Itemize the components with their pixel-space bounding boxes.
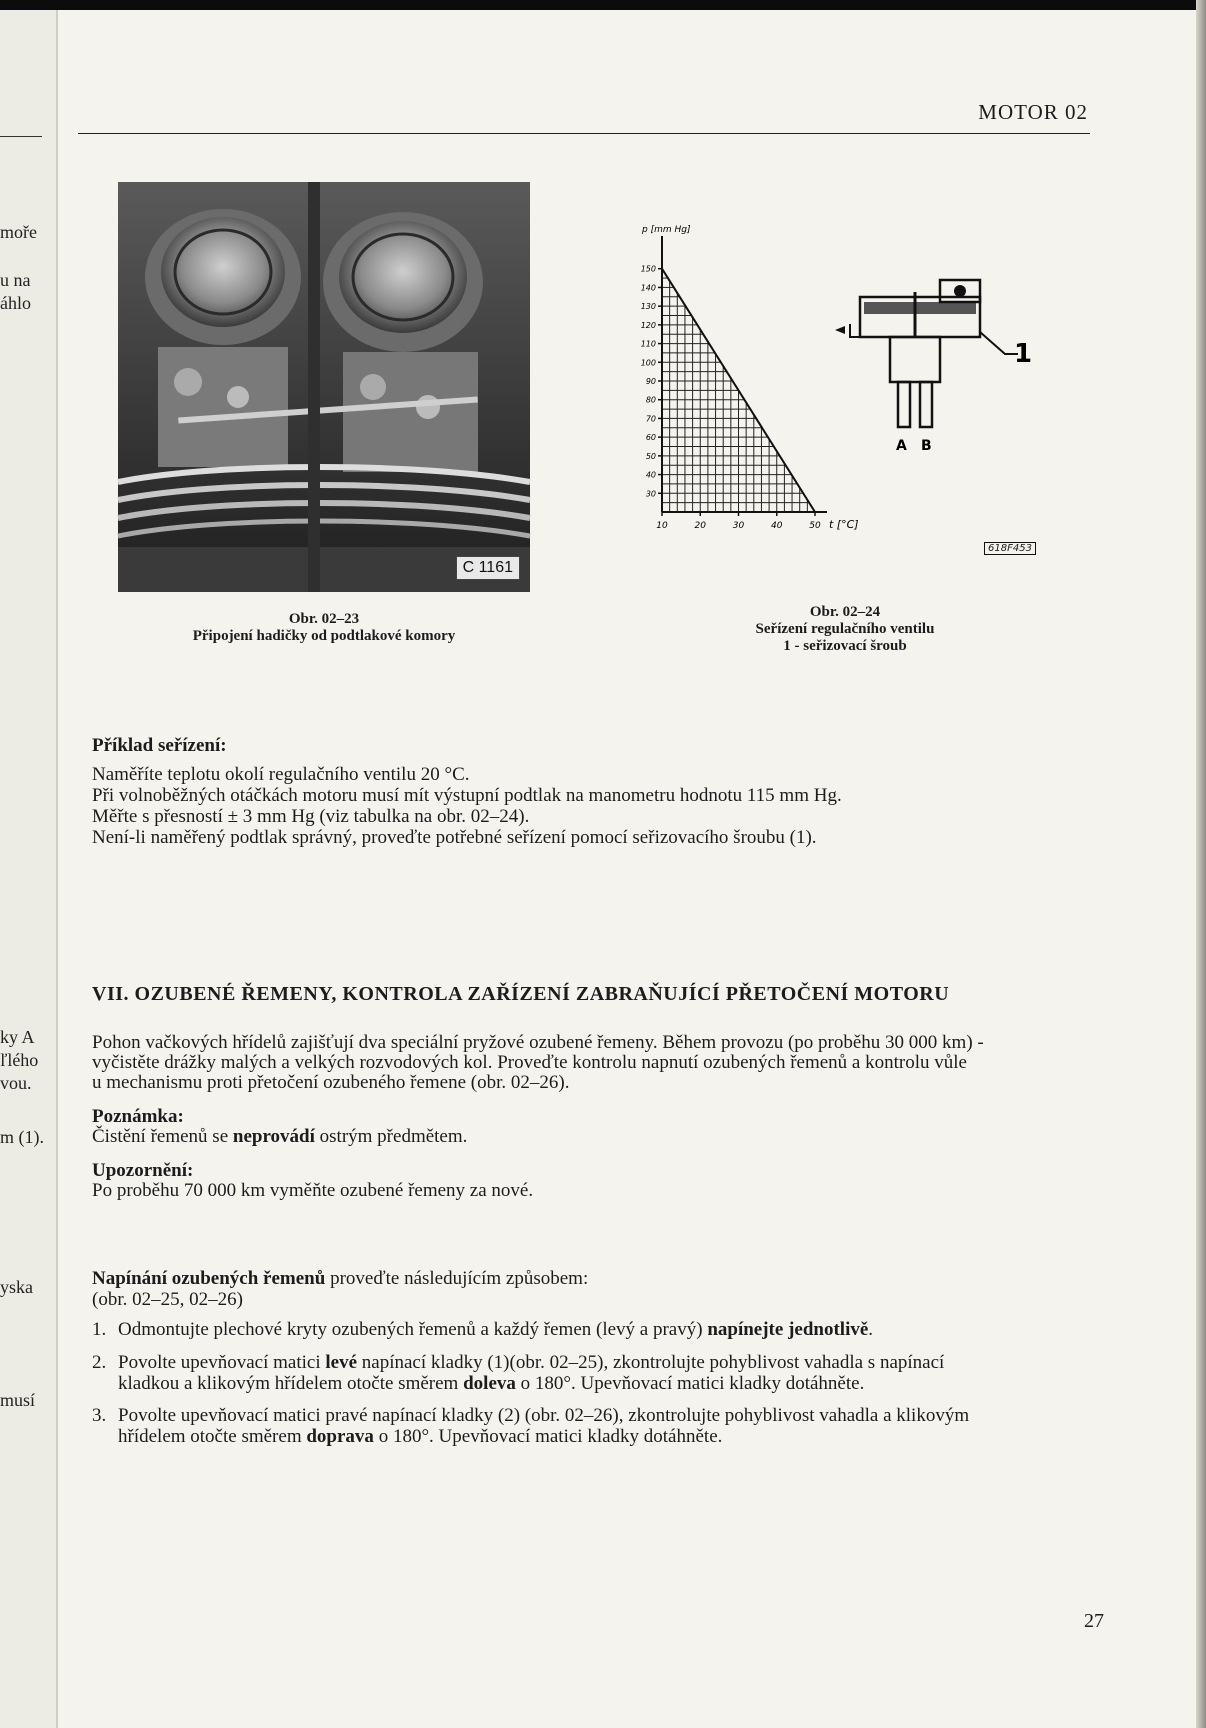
y-axis-ticks: [641, 265, 662, 499]
step-line: hřídelem otočte směrem doprava o 180°. Upevňovací matici kladky dotáhněte.: [118, 1426, 723, 1447]
y-tick-label: 30: [645, 489, 656, 499]
valve-cross-section-drawing: [830, 262, 1033, 462]
warning-heading: Upozornění:: [92, 1160, 194, 1181]
callout-1: 1: [1014, 339, 1033, 369]
facing-page-fragment: m (1).: [0, 1127, 44, 1147]
facing-page-fragment: áhlo: [0, 293, 31, 313]
caption-number: Obr. 02–23: [288, 611, 360, 627]
y-tick-label: 50: [645, 451, 656, 461]
warning-text: Po proběhu 70 000 km vyměňte ozubené řemeny za nové.: [92, 1180, 534, 1201]
step-line: Povolte upevňovací matici levé napínací kladky (1)(obr. 02–25), zkontrolujte pohyblivost vahadla s napínací: [118, 1352, 945, 1373]
y-tick-label: 140: [640, 283, 656, 293]
caption-text: Připojení hadičky od podtlakové komory: [192, 628, 456, 644]
step-number: 2.: [92, 1352, 107, 1373]
step-line: kladkou a klikovým hřídelem otočte směrem doleva o 180°. Upevňovací matici kladky dotáhněte.: [118, 1373, 865, 1394]
y-tick-label: 130: [640, 302, 656, 312]
facing-page-fragment: yska: [0, 1277, 33, 1297]
facing-page-fragment: ľlého: [0, 1050, 39, 1070]
list-item-step-1: [92, 1319, 1102, 1340]
section-paragraph-line: u mechanismu proti přetočení ozubeného řemene (obr. 02–26).: [92, 1072, 570, 1093]
example-line: Není-li naměřený podtlak správný, proveďte potřebné seřízení pomocí seřizovacího šroubu (1).: [92, 827, 817, 848]
step-line: Povolte upevňovací matici pravé napínací kladky (2) (obr. 02–26), zkontrolujte pohyblivost vahadla a klikovým: [118, 1405, 970, 1426]
y-tick-label: 80: [645, 395, 656, 405]
x-tick-label: 20: [694, 521, 706, 531]
drawing-code-tag: 618F453: [984, 542, 1036, 555]
facing-page-fragment: moře: [0, 222, 37, 242]
page-number: 27: [1084, 1610, 1104, 1632]
section-heading: VII. OZUBENÉ ŘEMENY, KONTROLA ZAŘÍZENÍ ZABRAŇUJÍCÍ PŘETOČENÍ MOTORU: [92, 983, 950, 1005]
example-line: Při volnoběžných otáčkách motoru musí mít výstupní podtlak na manometru hodnotu 115 mm Hg.: [92, 785, 842, 806]
step-number: 1.: [92, 1319, 107, 1340]
callout-a: A: [896, 438, 907, 454]
note-text: Čistění řemenů se neprovádí ostrým předmětem.: [92, 1126, 468, 1147]
y-tick-label: 40: [645, 470, 656, 480]
y-tick-label: 90: [645, 377, 656, 386]
section-paragraph-line: vyčistěte drážky malých a velkých rozvodových kol. Proveďte kontrolu napnutí ozubených řemenů a kontrolu vůle: [92, 1052, 967, 1073]
y-tick-label: 110: [640, 339, 656, 349]
facing-page-edge: [0, 10, 58, 1728]
x-tick-label: 50: [809, 521, 821, 531]
step-line: Odmontujte plechové kryty ozubených řemenů a každý řemen (levý a pravý) napínejte jednotlivě.: [118, 1319, 874, 1340]
scan-right-edge: [1196, 0, 1206, 1728]
running-header: MOTOR 02: [978, 100, 1088, 124]
x-tick-label: 10: [656, 521, 668, 531]
facing-page-fragment: vou.: [0, 1073, 32, 1093]
figure-caption-02-23: [118, 611, 530, 645]
example-heading: Příklad seřízení:: [92, 735, 227, 756]
y-tick-label: 60: [645, 433, 656, 443]
facing-page-fragment: ky A: [0, 1027, 35, 1047]
figure-photo-carburetors: [118, 182, 530, 592]
carburetor-photo-illustration: [118, 182, 530, 592]
list-item-step-2: [92, 1352, 1102, 1394]
y-tick-label: 120: [640, 320, 656, 330]
facing-page-fragment: u na: [0, 270, 31, 290]
note-heading: Poznámka:: [92, 1106, 184, 1127]
step-number: 3.: [92, 1405, 107, 1426]
y-tick-label: 70: [645, 414, 656, 424]
y-axis-label: p [mm Hg]: [642, 225, 691, 235]
section-paragraph-line: Pohon vačkových hřídelů zajišťují dva speciální pryžové ozubené řemeny. Během provozu (po proběhu 30 000 km) -: [92, 1032, 984, 1053]
photo-code-label: C 1161: [456, 556, 520, 580]
x-axis-label: t [°C]: [829, 518, 859, 531]
x-tick-label: 40: [771, 521, 783, 531]
caption-item: 1 - seřizovací šroub: [783, 638, 907, 654]
header-rule: [78, 133, 1090, 134]
scan-top-border: [0, 0, 1206, 10]
figure-caption-02-24: [660, 604, 1030, 655]
example-line: Měřte s přesností ± 3 mm Hg (viz tabulka na obr. 02–24).: [92, 806, 530, 827]
y-tick-label: 100: [640, 358, 656, 368]
figure-diagram-valve: [640, 222, 1060, 572]
list-item-step-3: [92, 1405, 1102, 1447]
example-line: Naměříte teplotu okolí regulačního ventilu 20 °C.: [92, 764, 470, 785]
x-tick-label: 30: [732, 521, 745, 531]
tensioning-intro: Napínání ozubených řemenů proveďte následujícím způsobem:: [92, 1268, 589, 1289]
callout-b: B: [921, 438, 932, 454]
facing-page-fragment: musí: [0, 1390, 36, 1410]
caption-number: Obr. 02–24: [809, 604, 881, 620]
x-axis-ticks: [656, 512, 821, 531]
facing-page-rule: [0, 136, 42, 137]
caption-text: Seřízení regulačního ventilu: [755, 621, 935, 637]
note-emphasis: neprovádí: [232, 1126, 315, 1147]
y-tick-label: 150: [640, 264, 656, 274]
tensioning-intro-reference: (obr. 02–25, 02–26): [92, 1289, 243, 1310]
tensioning-intro-bold: Napínání ozubených řemenů: [92, 1268, 326, 1289]
